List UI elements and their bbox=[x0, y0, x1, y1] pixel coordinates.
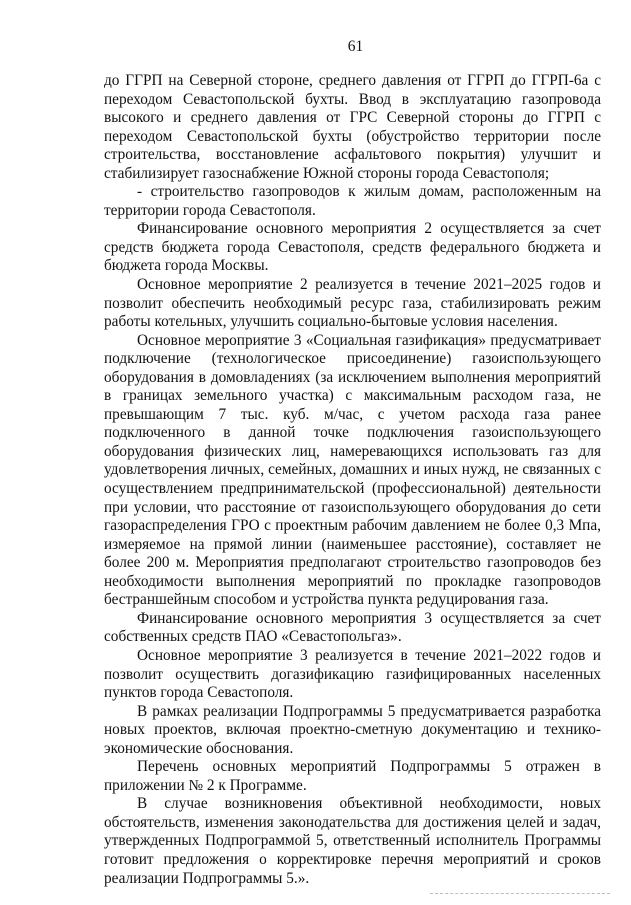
page-number: 61 bbox=[347, 38, 364, 55]
paragraph: В рамках реализации Подпрограммы 5 предусматривается разработка новых проектов, включая проектно-сметную документацию и технико-экономические обоснования. bbox=[104, 702, 601, 757]
paragraph: В случае возникновения объективной необходимости, новых обстоятельств, изменения законодательства для достижения целей и задач, утвержденных Подпрограммой 5, ответственный исполнитель Программы готовит предложения о корректировке перечня мероприятий и сроков реализации Подпрограммы 5.». bbox=[104, 795, 601, 887]
paragraph: - строительство газопроводов к жилым домам, расположенным на территории города Севастополя. bbox=[104, 183, 601, 219]
paragraph: Финансирование основного мероприятия 2 осуществляется за счет средств бюджета города Севастополя, средств федерального бюджета и бюджета города Москвы. bbox=[104, 220, 601, 275]
paragraph: до ГГРП на Северной стороне, среднего давления от ГГРП до ГГРП-6а с переходом Севастопольской бухты. Ввод в эксплуатацию газопровода высокого и среднего давления от ГРС Северной стороны до ГГРП с переходом Севастопольской бухты (обустройство территории после строительства, восстановление асфальтового покрытия) улучшит и стабилизирует газоснабжение Южной стороны города Севастополя; bbox=[104, 72, 601, 182]
body-text bbox=[104, 72, 601, 888]
paragraph: Перечень основных мероприятий Подпрограммы 5 отражен в приложении № 2 к Программе. bbox=[104, 758, 601, 794]
paragraph: Основное мероприятие 2 реализуется в течение 2021–2025 годов и позволит обеспечить необходимый ресурс газа, стабилизировать режим работы котельных, улучшить социально-бытовые условия населения. bbox=[104, 276, 601, 331]
paragraph: Финансирование основного мероприятия 3 осуществляется за счет собственных средств ПАО «Севастопольгаз». bbox=[104, 609, 601, 646]
paragraph: Основное мероприятие 3 реализуется в течение 2021–2022 годов и позволит осуществить догазификацию газифицированных населенных пунктов города Севастополя. bbox=[104, 646, 601, 702]
paragraph: Основное мероприятие 3 «Социальная газификация» предусматривает подключение (технологическое присоединение) газоиспользующего оборудования в домовладениях (за исключением выполнения мероприятий в границах земельного участка) с максимальным расходом газа, не превышающим 7 тыс. куб. м/час, с учетом расхода газа ранее подключенного в данной точке подключения газоиспользующего оборудования физических лиц, намеревающихся использовать газ для удовлетворения личных, семейных, домашних и иных нужд, не связанных с осуществлением предпринимательской (профессиональной) деятельности при условии, что расстояние от газоиспользующего оборудования до сети газораспределения ГРО с проектным рабочим давлением не более 0,3 Мпа, измеряемое на прямой линии (наименьшее расстояние), составляет не более 200 м. Мероприятия предполагают строительство газопроводов без необходимости выполнения мероприятий по прокладке газопроводов бестраншейным способом и устройства пункта редуцирования газа. bbox=[104, 331, 601, 609]
scan-artifact-line bbox=[430, 893, 610, 894]
